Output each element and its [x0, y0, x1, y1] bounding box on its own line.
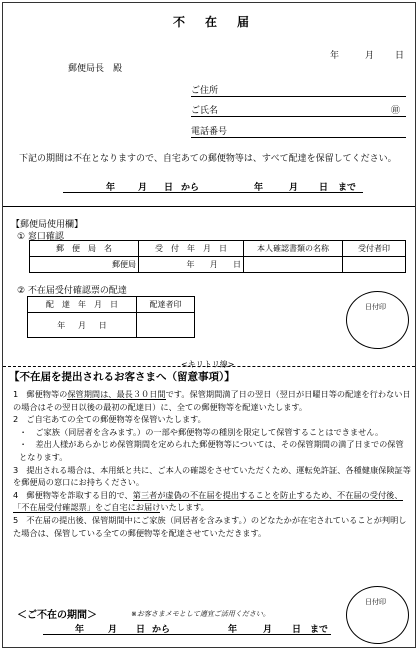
footer-period-label: ＜ご不在の期間＞: [17, 610, 97, 621]
note-2: 2 ご自宅あての全ての郵便物等を保管いたします。: [13, 414, 206, 425]
addressee: 郵便局長 殿: [68, 64, 123, 74]
footer-date-stamp-circle: [346, 586, 409, 644]
notice-heading: 【不在届を提出されるお客さまへ（留意事項）】: [9, 371, 235, 383]
cell-received-date[interactable]: 年 月 日: [139, 257, 244, 273]
name-field[interactable]: [191, 103, 406, 117]
cut-line: [3, 366, 415, 367]
period-day: 日: [164, 183, 174, 193]
cell-office-suffix[interactable]: 郵便局: [30, 257, 139, 273]
col-deliverer-seal: 配達者印: [137, 297, 195, 313]
footer-memo-note: ※お客さまメモとして適宜ご活用ください。: [131, 610, 270, 618]
date-stamp-label: 日付印: [365, 303, 386, 311]
cut-line-label: <キリトリ線>: [181, 360, 235, 369]
note-4: 4 郵便物等を詐取する目的で、第三者が虚偽の不在届を提出することを防止するため、不在届の受付後、「不在届受付確認票」をご自宅にお届けいたします。: [13, 489, 403, 513]
date-year: 年: [330, 51, 340, 61]
cell-delivery-date[interactable]: 年 月 日: [28, 313, 137, 338]
delivery-heading: ② 不在届受付確認票の配達: [17, 286, 127, 296]
period-from: から: [181, 183, 200, 193]
period-year-to: 年: [254, 183, 264, 193]
absence-notice-form: [2, 2, 416, 648]
period-day-to: 日: [319, 183, 329, 193]
absence-period-line[interactable]: [63, 180, 363, 193]
cell-id-document[interactable]: [244, 257, 343, 273]
col-received-date: 受 付 年 月 日: [139, 241, 244, 257]
notes-list: [13, 388, 411, 539]
note-3: 3 提出される場合は、本用紙と共に、ご本人の確認をさせていただくため、運転免許証、各種健康保険証等を郵便局の窓口にお持ちください。: [13, 464, 411, 488]
counter-check-table: [29, 240, 406, 273]
counter-check-heading: ① 窓口確認: [17, 232, 64, 242]
col-delivery-date: 配 達 年 月 日: [28, 297, 137, 313]
date-month: 月: [365, 51, 375, 61]
date-day: 日: [395, 51, 405, 61]
office-use-heading: 【郵便局使用欄】: [11, 220, 84, 230]
period-year: 年: [106, 183, 116, 193]
date-stamp-circle: [346, 291, 409, 349]
note-2b: ・ 差出人様があらかじめ保管期間を定められた郵便物等については、その保管期間の満了日までの保管となります。: [19, 439, 404, 462]
period-month: 月: [138, 183, 148, 193]
note-1: 1 郵便物等の保管期間は、最長３０日間です。保管期間満了日の翌日（翌日が日曜日等の配達を行わない日の場合はその翌日以後の最初の配達日）に、全ての郵便物等を配達いたします。: [13, 389, 411, 412]
address-field[interactable]: [191, 83, 406, 97]
period-month-to: 月: [289, 183, 299, 193]
seal-mark: ㊞: [390, 106, 400, 116]
phone-label: 電話番号: [191, 127, 228, 137]
delivery-table: [27, 296, 195, 338]
col-office-name: 郵 便 局 名: [30, 241, 139, 257]
footer-date-stamp-label: 日付印: [365, 598, 386, 606]
cell-receiver-seal[interactable]: [343, 257, 406, 273]
name-label: ご氏名: [191, 106, 219, 116]
address-label: ご住所: [191, 86, 219, 96]
request-text: 下記の期間は不在となりますので、自宅あての郵便物等は、すべて配達を保留してください。: [19, 154, 397, 164]
section-divider: [3, 206, 415, 207]
period-until: まで: [338, 183, 357, 193]
col-receiver-seal: 受付者印: [343, 241, 406, 257]
cell-deliverer-seal[interactable]: [137, 313, 195, 338]
footer-period-line[interactable]: 年 月 日 から 年 月 日 まで: [43, 622, 331, 635]
col-id-document: 本人確認書類の名称: [244, 241, 343, 257]
form-title: 不在届: [173, 15, 270, 29]
note-2a: ・ ご家族（同居者を含みます。）の一部や郵便物等の種別を限定して保管することはできません。: [19, 426, 384, 437]
phone-field[interactable]: [191, 124, 406, 138]
note-5: 5 不在届の提出後、保管期間中にご家族（同居者を含みます。）のどなたかが在宅されていることが判明した場合は、保管している全ての郵便物等を配達させていただきます。: [13, 514, 407, 538]
